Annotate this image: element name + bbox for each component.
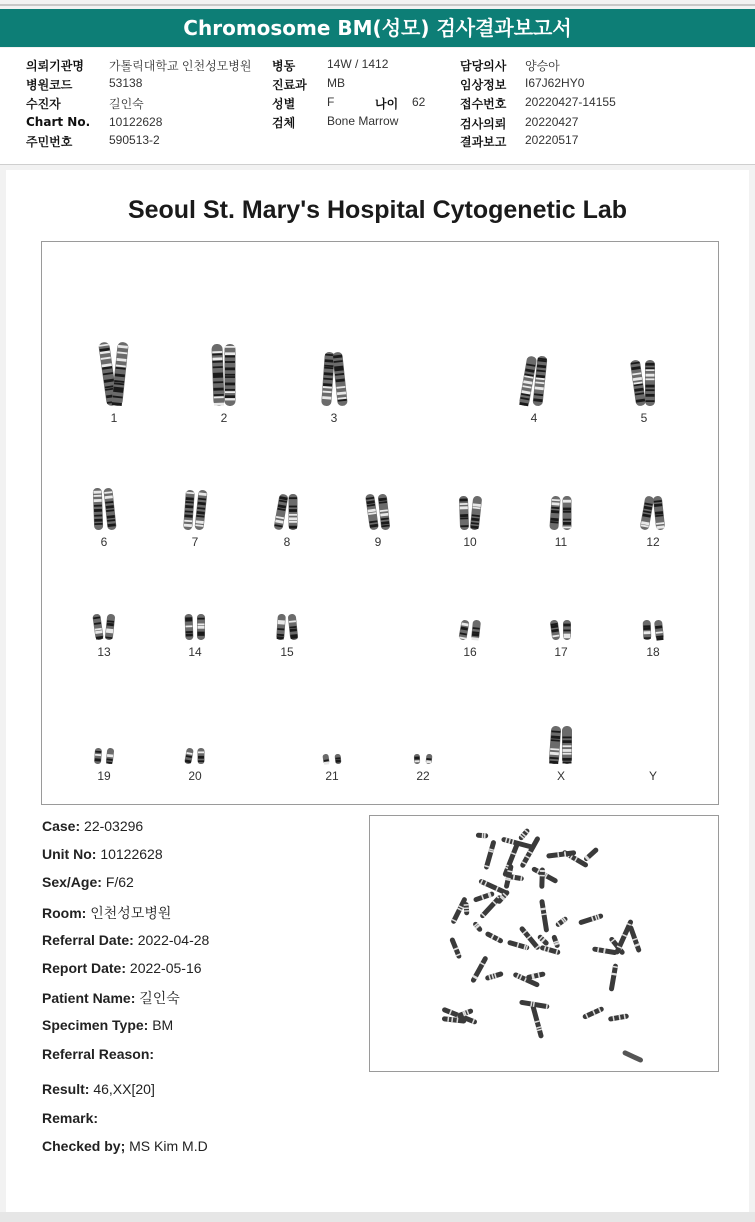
referral-date-value: 2022-04-28	[137, 932, 210, 948]
chromosome-image-15	[257, 570, 317, 642]
bottom-strip	[0, 1212, 755, 1222]
top-divider	[0, 4, 755, 6]
chromosome-pair-12	[623, 460, 683, 549]
chromosome-pair-Y	[623, 694, 683, 783]
remark-label: Remark:	[42, 1110, 99, 1126]
info-label-hospital-code: 병원코드	[26, 78, 73, 92]
info-label-specimen: 검체	[272, 116, 296, 130]
chromosome-pair-11	[531, 460, 591, 549]
referral-reason-label: Referral Reason:	[42, 1046, 155, 1062]
chromosome-pair-3	[304, 336, 364, 425]
info-value-sex: F	[327, 95, 335, 109]
chromosome-label: 9	[374, 535, 382, 549]
patient-info-panel	[0, 48, 755, 165]
report-date-line	[42, 960, 202, 976]
chromosome-image-11	[531, 460, 591, 532]
result-value: 46,XX[20]	[93, 1081, 155, 1097]
chromosome-pair-10	[440, 460, 500, 549]
referral-date-line	[42, 932, 209, 948]
chromosome-pair-7	[165, 460, 225, 549]
checked-value: MS Kim M.D	[129, 1138, 208, 1154]
chromosome-pair-9	[348, 460, 408, 549]
chromosome-pair-17	[531, 570, 591, 659]
chromosome-label: 20	[188, 769, 202, 783]
chromosome-label: Y	[648, 769, 657, 783]
chromosome-pair-2	[194, 336, 254, 425]
chromosome-image-9	[348, 460, 408, 532]
chromosome-pair-4	[504, 336, 564, 425]
info-value-receipt-no: 20220427-14155	[525, 95, 616, 109]
info-label-institution: 의뢰기관명	[26, 59, 84, 73]
info-value-ward: 14W / 1412	[327, 57, 389, 71]
referral-date-label: Referral Date:	[42, 932, 134, 948]
chromosome-image-20	[165, 694, 225, 766]
info-label-ward: 병동	[272, 59, 296, 73]
info-value-clinical-info: I67J62HY0	[525, 76, 585, 90]
chromosome-label: 4	[530, 411, 538, 425]
chromosome-pair-19	[74, 694, 134, 783]
chromosome-label: 15	[280, 645, 294, 659]
chromosome-image-14	[165, 570, 225, 642]
info-value-result-date: 20220517	[525, 133, 579, 147]
info-label-sex: 성별	[272, 97, 296, 111]
remark-line	[42, 1110, 98, 1126]
specimen-value: BM	[152, 1017, 174, 1033]
info-label-receipt-no: 접수번호	[460, 97, 507, 111]
room-line	[42, 903, 171, 923]
case-label: Case:	[42, 818, 81, 834]
chromosome-image-22	[393, 694, 453, 766]
metaphase-spread-image	[369, 815, 719, 1072]
info-label-request-date: 검사의뢰	[460, 117, 507, 131]
chromosome-image-17	[531, 570, 591, 642]
chromosome-label: 8	[283, 535, 291, 549]
unit-label: Unit No:	[42, 846, 97, 862]
info-label-patient: 수진자	[26, 97, 61, 111]
chromosome-pair-14	[165, 570, 225, 659]
chromosome-pair-1	[84, 336, 144, 425]
chromosome-image-10	[440, 460, 500, 532]
chromosome-label: X	[556, 769, 565, 783]
patient-name-line	[42, 988, 180, 1008]
result-label: Result:	[42, 1081, 90, 1097]
info-label-department: 진료과	[272, 78, 307, 92]
unit-line	[42, 846, 163, 862]
chromosome-label: 1	[110, 411, 118, 425]
room-value: 인천성모병원	[90, 905, 172, 921]
chromosome-image-19	[74, 694, 134, 766]
info-value-department: MB	[327, 76, 345, 90]
room-label: Room:	[42, 905, 87, 921]
chromosome-image-2	[194, 336, 254, 408]
chromosome-pair-8	[257, 460, 317, 549]
sexage-value: F/62	[105, 874, 134, 890]
chromosome-label: 22	[416, 769, 430, 783]
chromosome-label: 5	[640, 411, 648, 425]
sexage-label: Sex/Age:	[42, 874, 102, 890]
chromosome-label: 19	[97, 769, 111, 783]
chromosome-pair-20	[165, 694, 225, 783]
chromosome-image-4	[504, 336, 564, 408]
chromosome-label: 10	[463, 535, 477, 549]
chromosome-pair-16	[440, 570, 500, 659]
report-title-bar	[0, 9, 755, 47]
info-value-patient: 길인숙	[109, 97, 144, 111]
chromosome-image-3	[304, 336, 364, 408]
info-value-hospital-code: 53138	[109, 76, 143, 90]
chromosome-label: 17	[554, 645, 568, 659]
checked-label: Checked by;	[42, 1138, 126, 1154]
chromosome-pair-13	[74, 570, 134, 659]
chromosome-image-1	[84, 336, 144, 408]
report-date-label: Report Date:	[42, 960, 127, 976]
chromosome-image-21	[302, 694, 362, 766]
info-value-doctor: 양승아	[525, 59, 560, 73]
chromosome-image-7	[165, 460, 225, 532]
chromosome-pair-5	[614, 336, 674, 425]
chromosome-image-16	[440, 570, 500, 642]
chromosome-pair-22	[393, 694, 453, 783]
chromosome-image-18	[623, 570, 683, 642]
info-label-result-date: 결과보고	[460, 135, 507, 149]
patient-name-label: Patient Name:	[42, 990, 136, 1006]
chromosome-image-Y	[623, 694, 683, 766]
info-label-doctor: 담당의사	[460, 59, 507, 73]
chromosome-label: 12	[646, 535, 660, 549]
info-value-request-date: 20220427	[525, 115, 579, 129]
chromosome-label: 6	[100, 535, 108, 549]
report-title: Chromosome BM(성모) 검사결과보고서	[183, 16, 572, 40]
result-line	[42, 1081, 155, 1097]
chromosome-label: 3	[330, 411, 338, 425]
report-date-value: 2022-05-16	[129, 960, 202, 976]
chromosome-label: 21	[325, 769, 339, 783]
info-value-id-number: 590513-2	[109, 133, 160, 147]
info-label-id-number: 주민번호	[26, 135, 73, 149]
chromosome-pair-X	[531, 694, 591, 783]
chromosome-label: 7	[191, 535, 199, 549]
chromosome-image-X	[531, 694, 591, 766]
chromosome-label: 13	[97, 645, 111, 659]
chromosome-image-6	[74, 460, 134, 532]
info-value-chart-no: 10122628	[109, 115, 163, 129]
chromosome-label: 2	[220, 411, 228, 425]
info-value-age: 62	[412, 95, 426, 109]
karyogram-panel	[41, 241, 719, 805]
info-value-specimen: Bone Marrow	[327, 114, 399, 128]
specimen-label: Specimen Type:	[42, 1017, 149, 1033]
unit-value: 10122628	[100, 846, 163, 862]
report-page	[6, 170, 749, 1212]
chromosome-image-13	[74, 570, 134, 642]
checked-line	[42, 1138, 208, 1154]
chromosome-pair-15	[257, 570, 317, 659]
chromosome-image-8	[257, 460, 317, 532]
sexage-line	[42, 874, 134, 890]
chromosome-image-12	[623, 460, 683, 532]
referral-reason-line	[42, 1046, 154, 1062]
info-label-age: 나이	[375, 97, 399, 111]
info-label-chart-no: Chart No.	[26, 115, 91, 129]
chromosome-pair-18	[623, 570, 683, 659]
chromosome-label: 11	[554, 535, 568, 549]
info-label-clinical-info: 임상정보	[460, 78, 507, 92]
info-value-institution: 가톨릭대학교 인천성모병원	[109, 59, 252, 73]
case-value: 22-03296	[84, 818, 144, 834]
chromosome-label: 18	[646, 645, 660, 659]
metaphase-spread-drawing	[370, 816, 718, 1071]
chromosome-pair-21	[302, 694, 362, 783]
chromosome-image-5	[614, 336, 674, 408]
chromosome-label: 16	[463, 645, 477, 659]
patient-name-value: 길인숙	[139, 990, 180, 1006]
chromosome-label: 14	[188, 645, 202, 659]
chromosome-pair-6	[74, 460, 134, 549]
lab-title: Seoul St. Mary's Hospital Cytogenetic Lab	[127, 196, 628, 224]
case-line	[42, 818, 143, 834]
specimen-line	[42, 1017, 173, 1033]
